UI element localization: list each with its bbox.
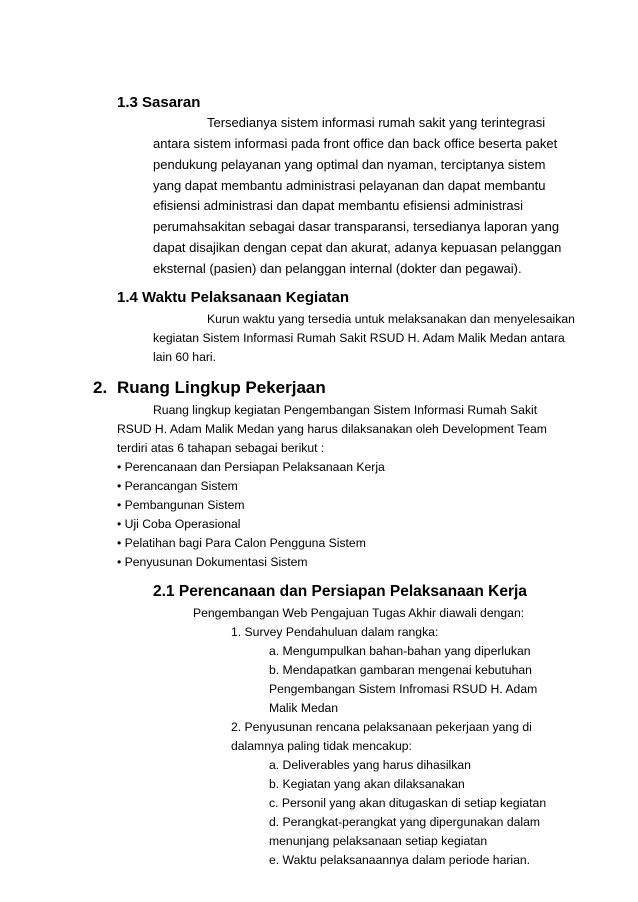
section-2-number: 2.	[93, 378, 108, 397]
paragraph-line: lain 60 hari.	[153, 350, 217, 364]
paragraph-line: efisiensi administrasi dan dapat membantu efisiensi administrasi	[153, 198, 523, 213]
paragraph-line: RSUD H. Adam Malik Medan yang harus dilaksanakan oleh Development Team	[117, 422, 547, 436]
paragraph-line: Kurun waktu yang tersedia untuk melaksanakan dan menyelesaikan	[207, 312, 575, 326]
paragraph-line: dapat disajikan dengan cepat dan akurat, adanya kepuasan pelanggan	[153, 240, 562, 255]
section-1-3-heading: 1.3 Sasaran	[117, 94, 201, 111]
list-item: • Penyusunan Dokumentasi Sistem	[117, 555, 308, 569]
list-item: a. Deliverables yang harus dihasilkan	[269, 758, 471, 772]
list-item: 1. Survey Pendahuluan dalam rangka:	[231, 625, 439, 639]
paragraph-line: kegiatan Sistem Informasi Rumah Sakit RSUD H. Adam Malik Medan antara	[153, 331, 565, 345]
list-item: • Pembangunan Sistem	[117, 498, 245, 512]
list-item: d. Perangkat-perangkat yang dipergunakan dalam	[269, 815, 541, 829]
paragraph-line: terdiri atas 6 tahapan sebagai berikut :	[117, 441, 325, 455]
list-item: • Uji Coba Operasional	[117, 517, 241, 531]
paragraph-line: Tersedianya sistem informasi rumah sakit yang terintegrasi	[207, 115, 546, 130]
list-item: e. Waktu pelaksanaannya dalam periode harian.	[269, 853, 531, 867]
paragraph-line: Ruang lingkup kegiatan Pengembangan Sistem Informasi Rumah Sakit	[153, 403, 538, 417]
paragraph-line: eksternal (pasien) dan pelanggan internal (dokter dan pegawai).	[153, 261, 522, 276]
list-item: Pengembangan Sistem Infromasi RSUD H. Adam	[269, 682, 538, 696]
list-item: menunjang pelaksanaan setiap kegiatan	[269, 834, 488, 848]
list-item: Malik Medan	[269, 701, 339, 715]
list-item: 2. Penyusunan rencana pelaksanaan pekerjaan yang di	[231, 720, 532, 734]
list-item: b. Kegiatan yang akan dilaksanakan	[269, 777, 465, 791]
list-item: • Pelatihan bagi Para Calon Pengguna Sistem	[117, 536, 366, 550]
paragraph-line: Pengembangan Web Pengajuan Tugas Akhir diawali dengan:	[193, 606, 525, 620]
list-item: c. Personil yang akan ditugaskan di setiap kegiatan	[269, 796, 547, 810]
section-1-4-heading: 1.4 Waktu Pelaksanaan Kegiatan	[117, 289, 350, 306]
list-item: dalamnya paling tidak mencakup:	[231, 739, 412, 753]
section-2-1-heading: 2.1 Perencanaan dan Persiapan Pelaksanaan Kerja	[153, 583, 527, 600]
paragraph-line: antara sistem informasi pada front office dan back office beserta paket	[153, 136, 558, 151]
list-item: • Perancangan Sistem	[117, 479, 238, 493]
paragraph-line: pendukung pelayanan yang optimal dan nyaman, terciptanya sistem	[153, 157, 546, 172]
list-item: • Perencanaan dan Persiapan Pelaksanaan Kerja	[117, 460, 385, 474]
list-item: b. Mendapatkan gambaran mengenai kebutuhan	[269, 663, 532, 677]
section-2-heading: Ruang Lingkup Pekerjaan	[117, 378, 326, 397]
paragraph-line: perumahsakitan sebagai dasar transparansi, tersedianya laporan yang	[153, 219, 560, 234]
list-item: a. Mengumpulkan bahan-bahan yang diperlukan	[269, 644, 531, 658]
paragraph-line: yang dapat membantu administrasi pelayanan dan dapat membantu	[153, 178, 546, 193]
